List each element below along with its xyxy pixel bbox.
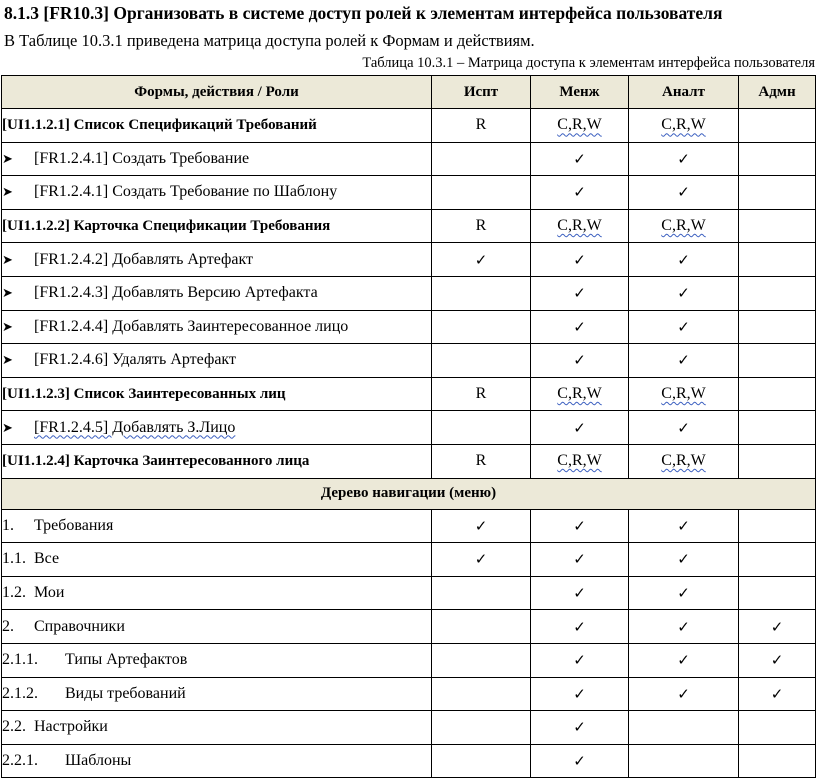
role-cell: ✓ — [531, 576, 629, 610]
role-cell — [432, 142, 531, 176]
role-cell — [432, 310, 531, 344]
arrow-bullet-icon: ➤ — [2, 318, 13, 334]
role-cell: ✓ — [531, 744, 629, 778]
role-cell — [739, 543, 816, 577]
role-cell: ✓ — [432, 509, 531, 543]
table-row — [2, 209, 816, 243]
role-cell — [432, 643, 531, 677]
role-cell: ✓ — [531, 610, 629, 644]
nav-section-title: Дерево навигации (меню) — [2, 478, 816, 509]
role-cell: ✓ — [739, 677, 816, 711]
role-cell: ✓ — [531, 176, 629, 210]
access-matrix-table — [1, 75, 816, 778]
role-cell — [739, 209, 816, 243]
role-cell — [739, 310, 816, 344]
role-cell: R — [432, 377, 531, 411]
role-cell — [739, 411, 816, 445]
role-cell: ✓ — [739, 610, 816, 644]
role-cell: C,R,W — [531, 209, 629, 243]
role-cell: ✓ — [629, 610, 739, 644]
nav-section-row — [2, 478, 816, 509]
role-cell: ✓ — [629, 677, 739, 711]
table-row — [2, 176, 816, 210]
form-name: [UI1.1.2.3] Список Заинтересованных лиц — [2, 377, 432, 411]
role-cell: ✓ — [531, 677, 629, 711]
role-cell: ✓ — [531, 142, 629, 176]
role-cell — [432, 411, 531, 445]
action-name: ➤ [FR1.2.4.3] Добавлять Версию Артефакта — [2, 276, 432, 310]
table-row — [2, 677, 816, 711]
form-name: [UI1.1.2.1] Список Спецификаций Требований — [2, 109, 432, 143]
table-row — [2, 744, 816, 778]
form-name: [UI1.1.2.4] Карточка Заинтересованного лица — [2, 444, 432, 478]
role-cell — [629, 711, 739, 745]
role-cell: R — [432, 209, 531, 243]
table-row — [2, 610, 816, 644]
role-cell: ✓ — [531, 643, 629, 677]
intro-paragraph: В Таблице 10.3.1 приведена матрица доступа ролей к Формам и действиям. — [4, 31, 535, 50]
action-name: ➤ [FR1.2.4.1] Создать Требование — [2, 142, 432, 176]
section-heading: 8.1.3 [FR10.3] Организовать в системе доступ ролей к элементам интерфейса пользователя — [4, 3, 723, 23]
nav-item-name: 2.1.1. Типы Артефактов — [2, 643, 432, 677]
action-name: ➤ [FR1.2.4.2] Добавлять Артефакт — [2, 243, 432, 277]
header-role-ispt: Испт — [432, 76, 531, 109]
role-cell: ✓ — [432, 543, 531, 577]
role-cell: R — [432, 444, 531, 478]
table-row — [2, 643, 816, 677]
table-row — [2, 276, 816, 310]
role-cell: ✓ — [629, 176, 739, 210]
arrow-bullet-icon: ➤ — [2, 251, 13, 267]
arrow-bullet-icon: ➤ — [2, 150, 13, 166]
role-cell: C,R,W — [629, 377, 739, 411]
table-row — [2, 543, 816, 577]
action-name: ➤ [FR1.2.4.1] Создать Требование по Шаблону — [2, 176, 432, 210]
arrow-bullet-icon: ➤ — [2, 184, 13, 200]
role-cell — [739, 176, 816, 210]
role-cell — [739, 243, 816, 277]
table-row — [2, 310, 816, 344]
table-row — [2, 243, 816, 277]
nav-item-name: 1.2. Мои — [2, 576, 432, 610]
role-cell: ✓ — [629, 576, 739, 610]
table-row — [2, 377, 816, 411]
table-row — [2, 142, 816, 176]
role-cell — [739, 276, 816, 310]
nav-item-name: 1.1. Все — [2, 543, 432, 577]
table-row — [2, 576, 816, 610]
role-cell — [432, 576, 531, 610]
role-cell — [432, 276, 531, 310]
role-cell: ✓ — [531, 310, 629, 344]
table-row — [2, 411, 816, 445]
role-cell — [432, 610, 531, 644]
role-cell: ✓ — [531, 276, 629, 310]
role-cell: C,R,W — [629, 109, 739, 143]
role-cell: ✓ — [531, 509, 629, 543]
nav-item-name: 1. Требования — [2, 509, 432, 543]
role-cell: ✓ — [531, 711, 629, 745]
role-cell: ✓ — [629, 310, 739, 344]
nav-item-name: 2.1.2. Виды требований — [2, 677, 432, 711]
role-cell: C,R,W — [531, 109, 629, 143]
header-role-admn: Адмн — [739, 76, 816, 109]
role-cell: ✓ — [531, 543, 629, 577]
role-cell — [739, 576, 816, 610]
arrow-bullet-icon: ➤ — [2, 285, 13, 301]
nav-item-name: 2.2. Настройки — [2, 711, 432, 745]
arrow-bullet-icon: ➤ — [2, 352, 13, 368]
role-cell: ✓ — [629, 276, 739, 310]
table-row — [2, 344, 816, 378]
action-name: ➤ [FR1.2.4.5] Добавлять З.Лицо — [2, 411, 432, 445]
role-cell: R — [432, 109, 531, 143]
table-row — [2, 444, 816, 478]
table-header-row — [2, 76, 816, 109]
role-cell: ✓ — [531, 411, 629, 445]
table-row — [2, 509, 816, 543]
header-role-analt: Аналт — [629, 76, 739, 109]
table-row — [2, 711, 816, 745]
role-cell — [739, 711, 816, 745]
role-cell: ✓ — [629, 411, 739, 445]
header-forms-roles: Формы, действия / Роли — [2, 76, 432, 109]
arrow-bullet-icon: ➤ — [2, 419, 13, 435]
role-cell: ✓ — [629, 344, 739, 378]
role-cell — [432, 711, 531, 745]
table-row — [2, 109, 816, 143]
role-cell: ✓ — [629, 142, 739, 176]
header-role-menzh: Менж — [531, 76, 629, 109]
role-cell: ✓ — [531, 344, 629, 378]
form-name: [UI1.1.2.2] Карточка Спецификации Требования — [2, 209, 432, 243]
role-cell: C,R,W — [629, 209, 739, 243]
role-cell — [739, 444, 816, 478]
role-cell: ✓ — [739, 643, 816, 677]
role-cell — [739, 142, 816, 176]
role-cell — [739, 744, 816, 778]
table-caption: Таблица 10.3.1 – Матрица доступа к элементам интерфейса пользователя — [362, 55, 815, 71]
nav-item-name: 2. Справочники — [2, 610, 432, 644]
role-cell — [432, 344, 531, 378]
role-cell: ✓ — [432, 243, 531, 277]
role-cell — [432, 677, 531, 711]
role-cell — [432, 176, 531, 210]
role-cell: ✓ — [629, 643, 739, 677]
role-cell — [739, 109, 816, 143]
nav-item-name: 2.2.1. Шаблоны — [2, 744, 432, 778]
role-cell: ✓ — [629, 543, 739, 577]
action-name: ➤ [FR1.2.4.6] Удалять Артефакт — [2, 344, 432, 378]
role-cell: ✓ — [531, 243, 629, 277]
action-name: ➤ [FR1.2.4.4] Добавлять Заинтересованное лицо — [2, 310, 432, 344]
role-cell: ✓ — [629, 243, 739, 277]
role-cell: ✓ — [629, 509, 739, 543]
role-cell — [739, 509, 816, 543]
role-cell: C,R,W — [531, 377, 629, 411]
role-cell: C,R,W — [531, 444, 629, 478]
role-cell — [739, 377, 816, 411]
role-cell — [432, 744, 531, 778]
role-cell — [629, 744, 739, 778]
role-cell — [739, 344, 816, 378]
role-cell: C,R,W — [629, 444, 739, 478]
